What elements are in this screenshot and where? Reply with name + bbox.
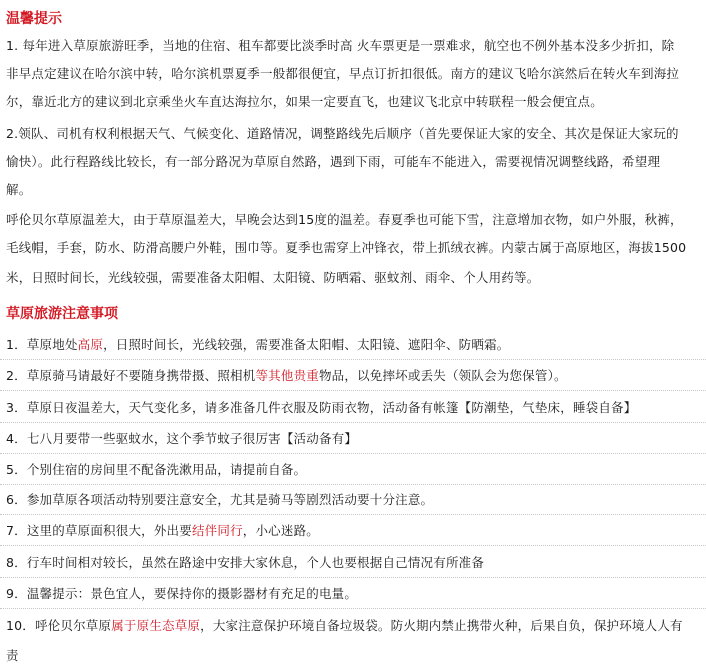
note-item: 9．温馨提示：景色宜人，要保持你的摄影器材有充足的电量。 bbox=[6, 586, 358, 601]
note-item: 6．参加草原各项活动特别要注意安全，尤其是骑马等剧烈活动要十分注意。 bbox=[6, 492, 434, 507]
note-item: 8．行车时间相对较长，虽然在路途中安排大家休息，个人也要根据自己情况有所准备 bbox=[6, 555, 485, 570]
tips-line-2: 非早点定建议在哈尔滨中转，哈尔滨机票夏季一般都很便宜，早点订折扣很低。南方的建议飞哈尔滨然后在转火车到海拉 bbox=[6, 66, 680, 81]
tips-line-3: 尔，靠近北方的建议到北京乘坐火车直达海拉尔，如果一定要直飞，也建议飞北京中转联程一般会便宜点。 bbox=[6, 94, 603, 109]
divider bbox=[0, 359, 706, 360]
note-item: 7．这里的草原面积很大，外出要结伴同行，小心迷路。 bbox=[6, 523, 319, 538]
tips-line-1: 1. 每年进入草原旅游旺季，当地的住宿、租车都要比淡季时高 火车票更是一票难求，航空也不例外基本没多少折扣，除 bbox=[6, 38, 675, 53]
divider bbox=[0, 608, 706, 609]
tips-line-8: 毛线帽，手套，防水、防滑高腰户外鞋，围巾等。夏季也需穿上冲锋衣，带上抓绒衣裤。内蒙古属于高原地区，海拔1500 bbox=[6, 240, 687, 255]
note-item: 2．草原骑马请最好不要随身携带摄、照相机等其他贵重物品，以免摔坏或丢失（领队会为您保管）。 bbox=[6, 368, 567, 383]
divider bbox=[0, 577, 706, 578]
divider bbox=[0, 453, 706, 454]
tips-line-5: 愉快）。此行程路线比较长，有一部分路况为草原自然路，遇到下雨，可能车不能进入，需要视情况调整线路，希望理 bbox=[6, 154, 661, 169]
divider bbox=[0, 545, 706, 546]
note-item: 5．个别住宿的房间里不配备洗漱用品，请提前自备。 bbox=[6, 462, 307, 477]
note-item: 1．草原地处高原，日照时间长，光线较强，需要准备太阳帽、太阳镜、遮阳伞、防晒霜。 bbox=[6, 337, 510, 352]
tips-heading: 温馨提示 bbox=[6, 11, 62, 27]
tips-line-9: 米，日照时间长，光线较强，需要准备太阳帽、太阳镜、防晒霜、驱蚊剂、雨伞、个人用药等。 bbox=[6, 270, 540, 285]
divider bbox=[0, 422, 706, 423]
divider bbox=[0, 484, 706, 485]
tips-line-6: 解。 bbox=[6, 182, 32, 197]
divider bbox=[0, 514, 706, 515]
note-item-continuation: 责 bbox=[6, 648, 19, 663]
tips-line-7: 呼伦贝尔草原温差大，由于草原温差大，早晚会达到15度的温差。春夏季也可能下雪，注意增加衣物，如户外服，秋裤， bbox=[6, 212, 683, 227]
notes-heading: 草原旅游注意事项 bbox=[6, 306, 118, 322]
note-item: 4．七八月要带一些驱蚊水，这个季节蚊子很厉害【活动备有】 bbox=[6, 431, 358, 446]
note-item: 10．呼伦贝尔草原属于原生态草原，大家注意保护环境自备垃圾袋。防火期内禁止携带火种，后果自负，保护环境人人有 bbox=[6, 618, 683, 633]
note-item: 3．草原日夜温差大，天气变化多，请多准备几件衣服及防雨衣物，活动备有帐篷【防潮垫，气垫床，睡袋自备】 bbox=[6, 400, 637, 415]
divider bbox=[0, 390, 706, 391]
tips-line-4: 2.领队、司机有权利根据天气、气候变化、道路情况，调整路线先后顺序（首先要保证大家的安全、其次是保证大家玩的 bbox=[6, 126, 679, 141]
